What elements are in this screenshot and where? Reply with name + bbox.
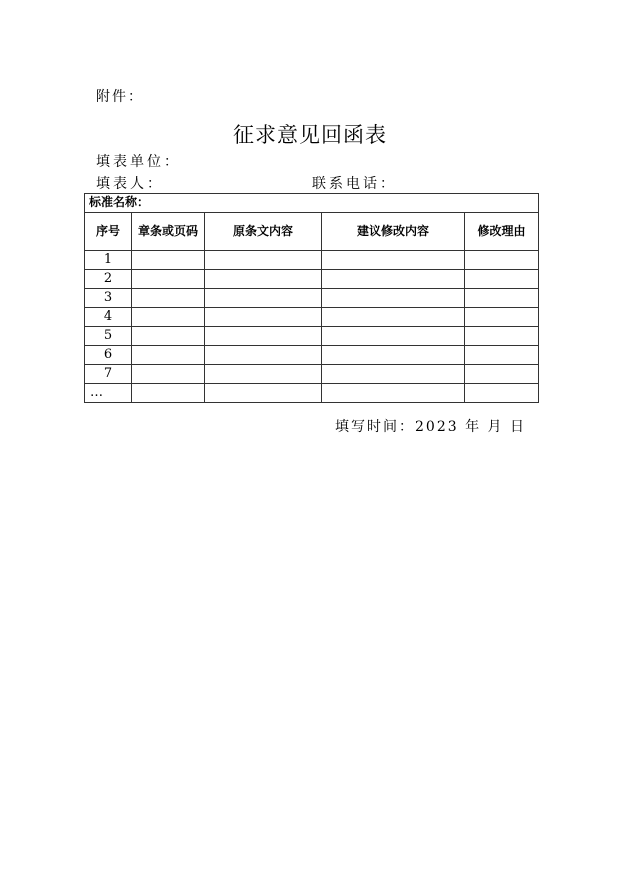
fill-date-label: 填写时间：2023 年 月 日 — [335, 419, 526, 435]
cell-suggested-change[interactable] — [322, 365, 465, 384]
cell-reason[interactable] — [465, 308, 539, 327]
cell-reason[interactable] — [465, 327, 539, 346]
row-serial: 2 — [85, 270, 132, 289]
row-serial: 4 — [85, 308, 132, 327]
fill-unit-label: 填表单位： — [96, 154, 181, 170]
table-row — [85, 289, 539, 308]
page-title: 征求意见回函表 — [233, 123, 387, 147]
cell-original-text[interactable] — [205, 251, 322, 270]
cell-original-text[interactable] — [205, 365, 322, 384]
cell-reason[interactable] — [465, 270, 539, 289]
cell-reason[interactable] — [465, 365, 539, 384]
header-original-text: 原条文内容 — [205, 213, 322, 251]
table-row — [85, 346, 539, 365]
table-row — [85, 308, 539, 327]
cell-suggested-change[interactable] — [322, 251, 465, 270]
phone-label: 联系电话： — [312, 176, 397, 192]
cell-original-text[interactable] — [205, 346, 322, 365]
table-row — [85, 327, 539, 346]
table-header-row — [85, 213, 539, 251]
cell-original-text[interactable] — [205, 308, 322, 327]
cell-original-text[interactable] — [205, 327, 322, 346]
table-row — [85, 270, 539, 289]
cell-original-text[interactable] — [205, 270, 322, 289]
cell-suggested-change[interactable] — [322, 270, 465, 289]
cell-original-text[interactable] — [205, 384, 322, 403]
filler-label: 填表人： — [96, 176, 164, 192]
cell-clause-or-page[interactable] — [132, 346, 205, 365]
table-row — [85, 384, 539, 403]
cell-clause-or-page[interactable] — [132, 327, 205, 346]
cell-clause-or-page[interactable] — [132, 308, 205, 327]
row-serial: 3 — [85, 289, 132, 308]
row-serial: … — [85, 384, 132, 403]
row-serial: 6 — [85, 346, 132, 365]
standard-name-row — [85, 194, 539, 213]
row-serial: 5 — [85, 327, 132, 346]
cell-reason[interactable] — [465, 346, 539, 365]
table-row — [85, 365, 539, 384]
attachment-label: 附件： — [96, 89, 144, 105]
header-clause-or-page: 章条或页码 — [132, 213, 205, 251]
header-serial: 序号 — [85, 213, 132, 251]
row-serial: 7 — [85, 365, 132, 384]
cell-reason[interactable] — [465, 384, 539, 403]
row-serial: 1 — [85, 251, 132, 270]
cell-clause-or-page[interactable] — [132, 384, 205, 403]
cell-suggested-change[interactable] — [322, 289, 465, 308]
cell-suggested-change[interactable] — [322, 308, 465, 327]
header-reason: 修改理由 — [465, 213, 539, 251]
table-row — [85, 251, 539, 270]
feedback-table — [84, 193, 539, 403]
cell-suggested-change[interactable] — [322, 327, 465, 346]
cell-suggested-change[interactable] — [322, 346, 465, 365]
cell-suggested-change[interactable] — [322, 384, 465, 403]
cell-clause-or-page[interactable] — [132, 270, 205, 289]
cell-clause-or-page[interactable] — [132, 289, 205, 308]
cell-reason[interactable] — [465, 289, 539, 308]
cell-clause-or-page[interactable] — [132, 251, 205, 270]
standard-name-label: 标准名称： — [85, 194, 539, 213]
header-suggested-change: 建议修改内容 — [322, 213, 465, 251]
cell-reason[interactable] — [465, 251, 539, 270]
cell-clause-or-page[interactable] — [132, 365, 205, 384]
cell-original-text[interactable] — [205, 289, 322, 308]
